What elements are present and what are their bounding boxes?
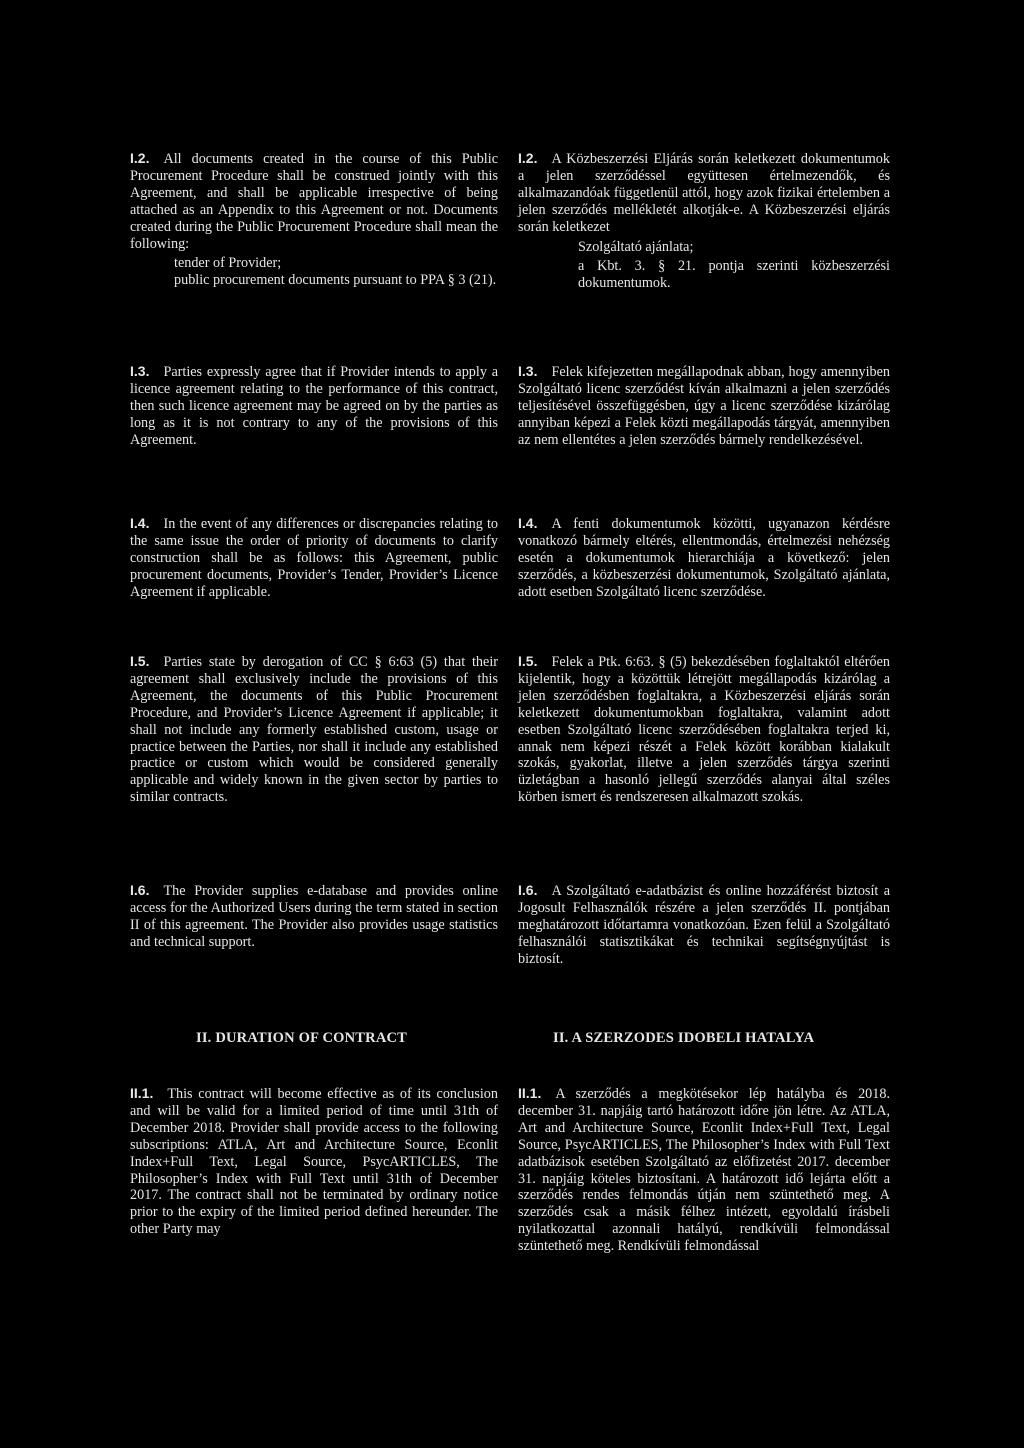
clause-text: This contract will become effective as of its conclusion and will be valid for a limited period of time until 31th of December 2018. Provider shall provide access to the following subscriptions: ATLA, Art and Architecture Source, Econlit Index+Full Text, Legal Source, PsycARTICLES, The Philosopher’s Index with Full Text until 31th of December 2017. The contract shall not be terminated by ordinary notice prior to the expiry of the limited period defined hereunder. The other Party may bbox=[130, 1086, 498, 1238]
clause-number: I.2. bbox=[518, 150, 538, 166]
clause-1-3-hu bbox=[518, 363, 890, 449]
list-item: a Kbt. 3. § 21. pontja szerinti közbeszerzési dokumentumok. bbox=[578, 258, 890, 292]
section-heading-hu: II. A SZERZODES IDOBELI HATALYA bbox=[553, 1030, 815, 1046]
clause-1-2-en bbox=[130, 150, 498, 289]
list-item: public procurement documents pursuant to PPA § 3 (21). bbox=[174, 272, 497, 289]
clause-1-6-hu bbox=[518, 882, 890, 968]
clause-number: I.3. bbox=[130, 363, 150, 379]
clause-number: I.2. bbox=[130, 150, 150, 166]
clause-1-4-hu bbox=[518, 515, 890, 601]
clause-number: II.1. bbox=[518, 1085, 542, 1101]
clause-text: A Közbeszerzési Eljárás során keletkezett dokumentumok a jelen szerződéssel együttesen értelmezendők, és alkalmazandóak függetlenül attól, hogy azok fizikai értelemben a jelen szerződés mellékletét alkotják-e. A Közbeszerzési eljárás során keletkezet bbox=[518, 151, 890, 235]
section-heading-en: II. DURATION OF CONTRACT bbox=[196, 1030, 408, 1046]
clause-number: I.6. bbox=[130, 882, 150, 898]
clause-text: A Szolgáltató e-adatbázist és online hozzáférést biztosít a Jogosult Felhasználók részére a jelen szerződés II. pontjában meghatározott időtartamra vonatkozóan. Ezen felül a Szolgáltató felhasználói statisztikákat és technikai segítségnyújtást is biztosít. bbox=[518, 883, 890, 967]
clause-text: In the event of any differences or discrepancies relating to the same issue the order of priority of documents to clarify construction shall be as follows: this Agreement, public procurement documents, Provider’s Tender, Provider’s Licence Agreement if applicable. bbox=[130, 516, 498, 600]
clause-1-3-en bbox=[130, 363, 498, 449]
clause-1-5-en bbox=[130, 653, 498, 806]
clause-number: I.5. bbox=[518, 653, 538, 669]
clause-text: Parties state by derogation of CC § 6:63 (5) that their agreement shall exclusively include the provisions of this Agreement, the documents of this Public Procurement Procedure, and Provider’s Licence Agreement if applicable; it shall not include any formerly established custom, usage or practice between the Parties, nor shall it include any established practice or custom which would be considered generally applicable and widely known in the given sector by parties to similar contracts. bbox=[130, 654, 498, 806]
list-item: Szolgáltató ajánlata; bbox=[578, 238, 694, 255]
clause-number: II.1. bbox=[130, 1085, 154, 1101]
clause-1-6-en bbox=[130, 882, 498, 951]
clause-text: All documents created in the course of this Public Procurement Procedure shall be construed jointly with this Agreement, and shall be applicable irrespective of being attached as an Appendix to this Agreement or not. Documents created during the Public Procurement Procedure shall mean the following: bbox=[130, 151, 498, 252]
clause-text: A szerződés a megkötésekor lép hatályba és 2018. december 31. napjáig tartó határozott időre jön létre. Az ATLA, Art and Architecture Source, Econlit Index+Full Text, Legal Source, PsycARTICLES, The Philosopher’s Index with Full Text adatbázisok esetében Szolgáltató az előfizetést 2017. december 31. napjáig köteles biztosítani. A határozott idő lejárta előtt a szerződés rendes felmondás útján nem szüntethető meg. A szerződés csak a másik félhez intézett, egyoldalú írásbeli nyilatkozattal azonnali hatályú, rendkívüli felmondással szüntethető meg. Rendkívüli felmondással bbox=[518, 1086, 890, 1255]
clause-2-1-hu bbox=[518, 1085, 890, 1255]
clause-text: Felek a Ptk. 6:63. § (5) bekezdésében foglaltaktól eltérően kijelentik, hogy a közöttük létrejött megállapodás kizárólag a jelen szerződésben foglaltakra, a Közbeszerzési eljárás során keletkezett dokumentumokban foglaltakra, valamint adott esetben Szolgáltató licenc szerződésében foglaltakra terjed ki, annak nem képezi részét a Felek között korábban kialakult szokás, gyakorlat, illetve a jelen szerződés tárgya szerinti üzletágban a hasonló jellegű szerződés alanyai által széles körben ismert és rendszeresen alkalmazott szokás. bbox=[518, 654, 890, 806]
clause-text: The Provider supplies e-database and provides online access for the Authorized Users during the term stated in section II of this agreement. The Provider also provides usage statistics and technical support. bbox=[130, 883, 498, 950]
clause-number: I.6. bbox=[518, 882, 538, 898]
clause-1-2-hu bbox=[518, 150, 890, 292]
clause-number: I.5. bbox=[130, 653, 150, 669]
clause-2-1-en bbox=[130, 1085, 498, 1238]
clause-1-4-en bbox=[130, 515, 498, 601]
list-item: tender of Provider; bbox=[174, 255, 282, 272]
clause-number: I.4. bbox=[518, 515, 538, 531]
clause-text: Felek kifejezetten megállapodnak abban, hogy amennyiben Szolgáltató licenc szerződést kíván alkalmazni a jelen szerződés teljesítésével összefüggésben, úgy a licenc szerződése kizárólag annyiban képezi a Felek közti megállapodás tárgyát, amennyiben az nem ellentétes a jelen szerződés bármely rendelkezésével. bbox=[518, 364, 890, 448]
clause-1-5-hu bbox=[518, 653, 890, 806]
clause-number: I.4. bbox=[130, 515, 150, 531]
clause-text: A fenti dokumentumok közötti, ugyanazon kérdésre vonatkozó bármely eltérés, ellentmondás, értelmezési nehézség esetén a dokumentumok hierarchiája a következő: jelen szerződés, a közbeszerzési dokumentumok, Szolgáltató ajánlata, adott esetben Szolgáltató licenc szerződése. bbox=[518, 516, 890, 600]
clause-text: Parties expressly agree that if Provider intends to apply a licence agreement relating to the performance of this contract, then such licence agreement may be agreed on by the parties as long as it is not contrary to any of the provisions of this Agreement. bbox=[130, 364, 498, 448]
clause-number: I.3. bbox=[518, 363, 538, 379]
